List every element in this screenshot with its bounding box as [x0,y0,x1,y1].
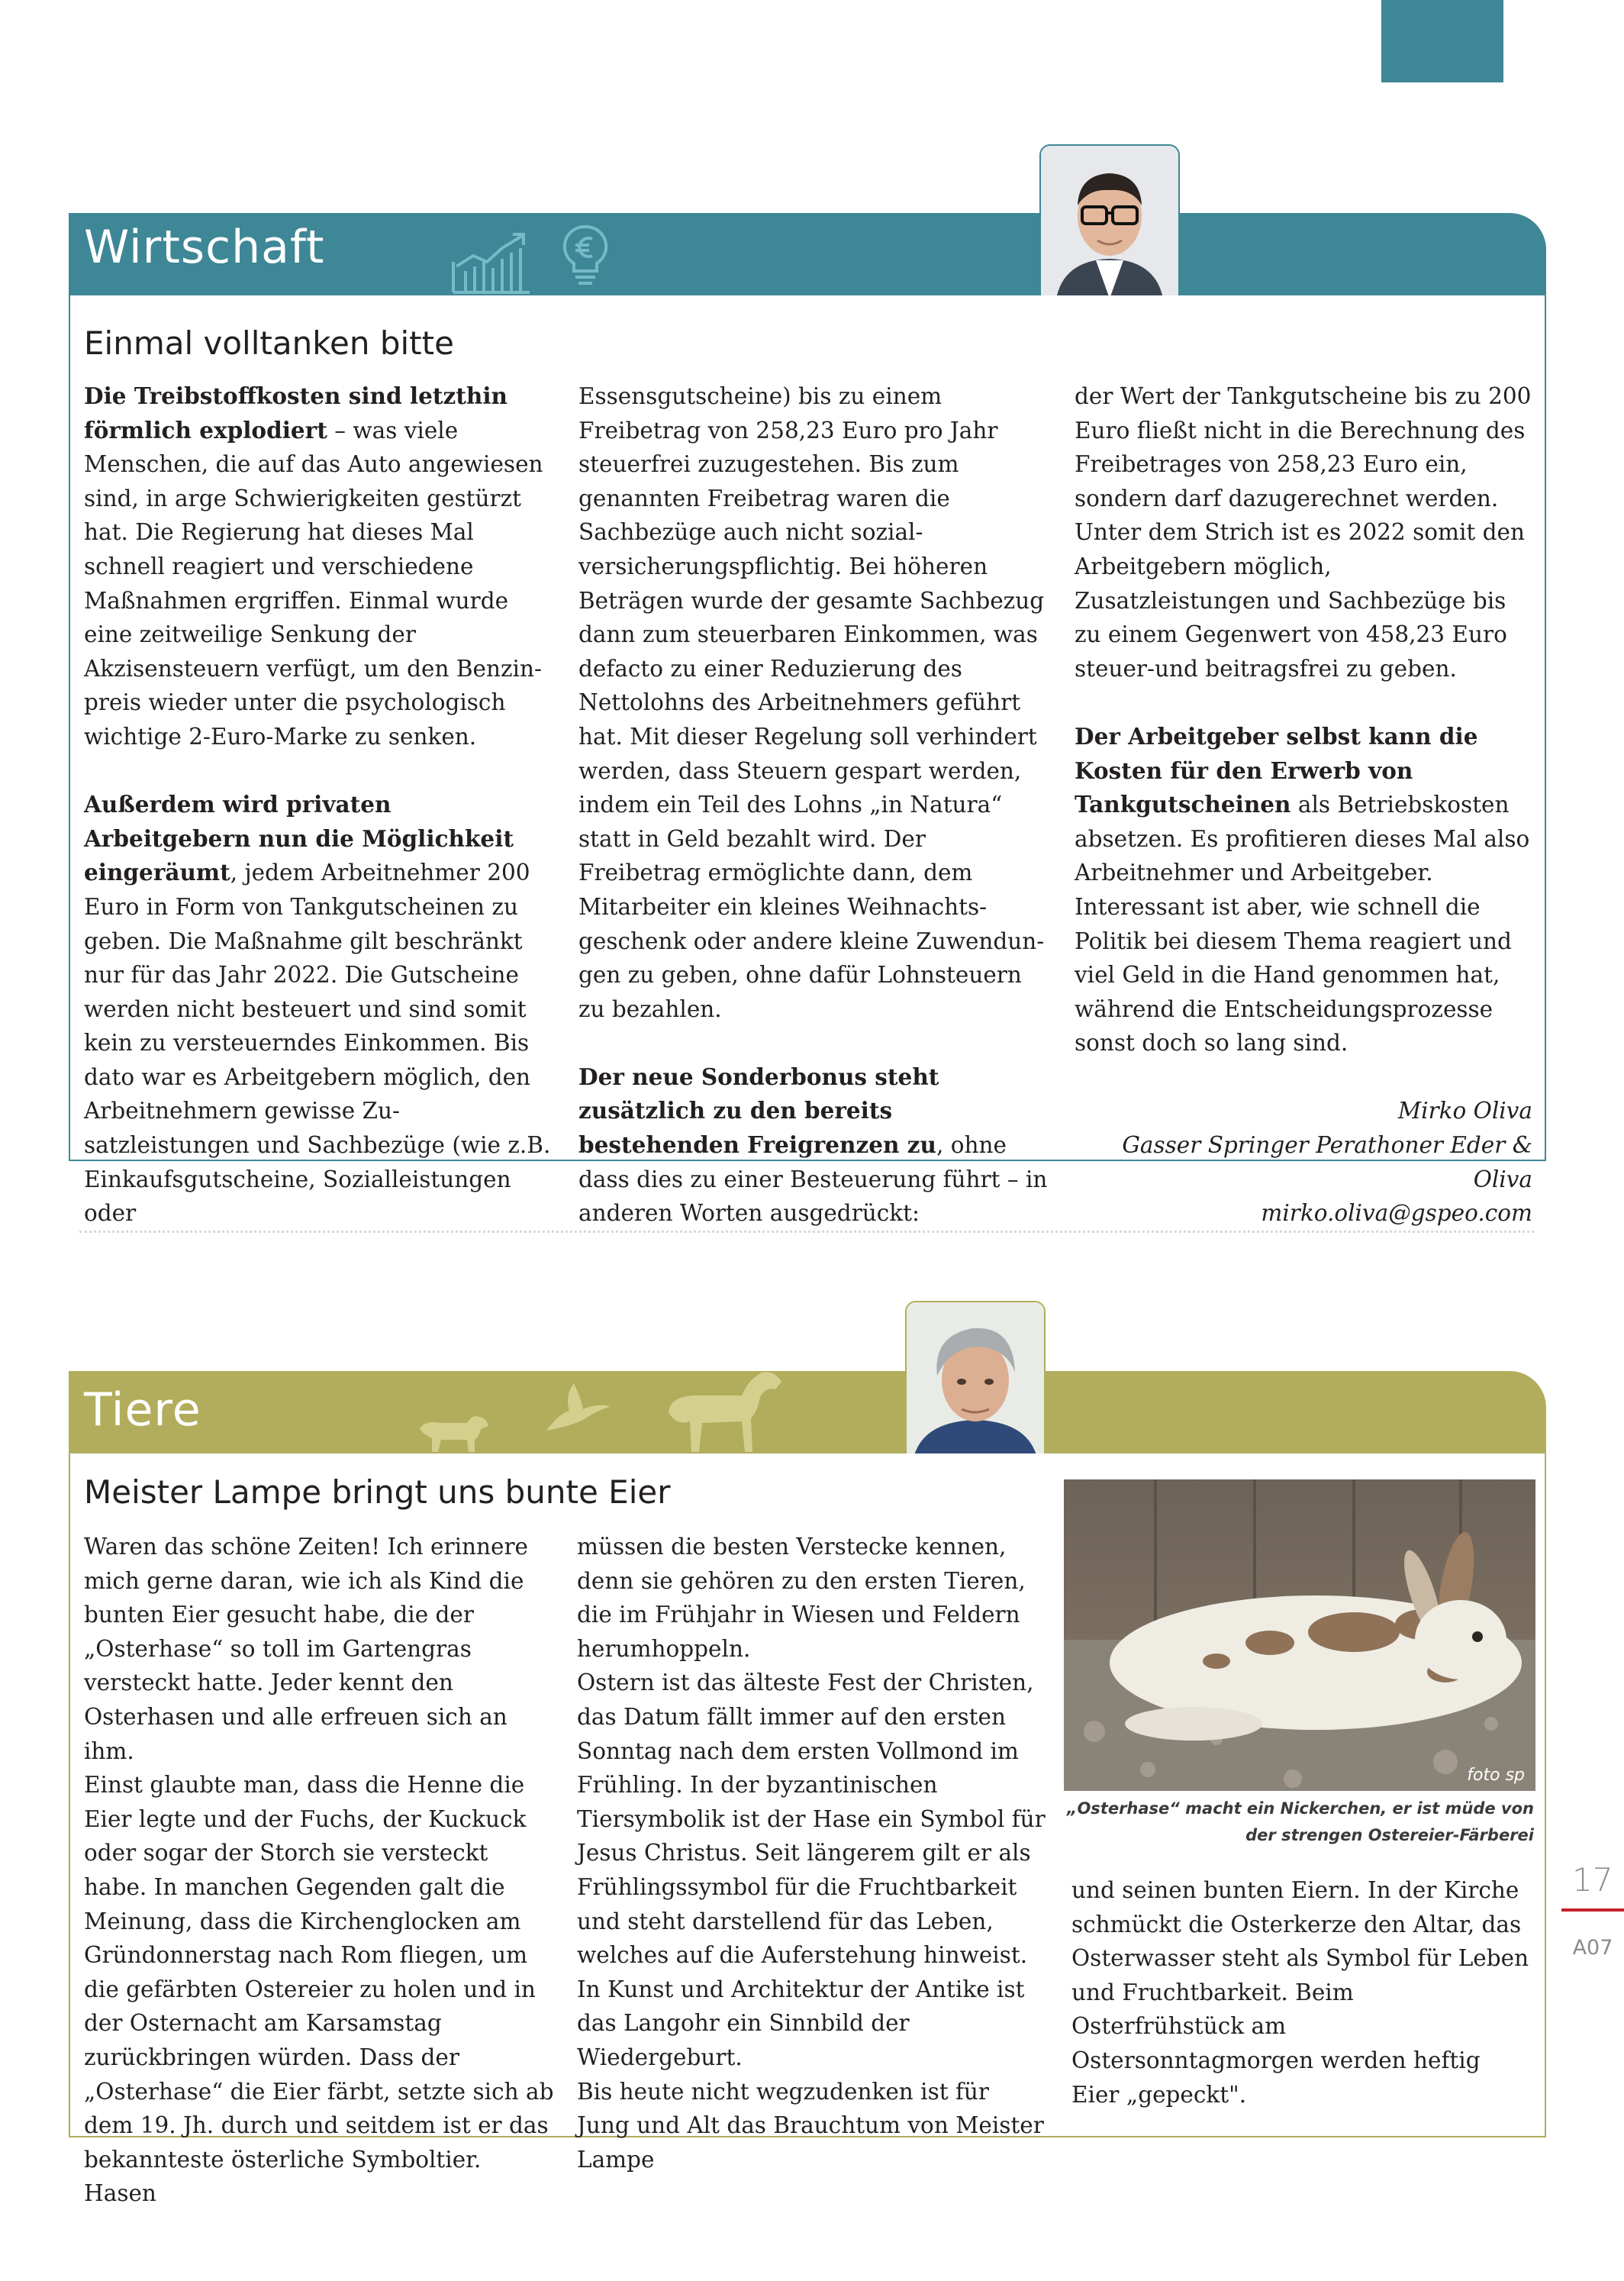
page-number-rule [1561,1908,1624,1912]
wirtschaft-frame [69,295,1546,1227]
wirtschaft-column-3 [1075,379,1532,1231]
author-portrait-tiere [905,1301,1046,1457]
lightbulb-euro-icon [562,224,609,286]
wirtschaft-column-2 [578,379,1050,1231]
wirtschaft-col2-paragraph-2 [578,1060,1050,1231]
paragraph-text: , ohne dass dies zu einer Besteuerung führt – in anderen Worten ausgedrückt: [578,1132,1048,1227]
section-divider [79,1231,1534,1233]
page-number: 17 [1572,1861,1613,1899]
wirtschaft-col3-paragraph-2 [1075,720,1532,1060]
lead-bold-text: Der Arbeitgeber selbst kann die Kosten für den Erwerb von Tankgutscheinen [1075,722,1478,818]
top-page-tab [1381,0,1503,82]
dog-icon [414,1406,493,1453]
wirtschaft-section-title: Wirtschaft [84,221,325,274]
tiere-column-1: Waren das schöne Zeiten! Ich erinnere mich gerne daran, wie ich als Kind die bunten Eier gesucht habe, die der „Osterhase“ so toll im Gartengras versteckt hatte. Jeder kennt den Osterhasen und alle erfreuen sich an ihm. Einst glaubte man, dass die Henne die Eier legte und der Fuchs, der Kuckuck oder sogar der Storch sie versteckt habe. In manchen Gegenden galt die Meinung, dass die Kirchenglocken am Gründonnerstag nach Rom fliegen, um die gefärbten Ostereier zu holen und in der Osternacht am Karsamstag zurückbringen würden. Dass der „Osterhase“ die Eier färbt, setzte sich ab dem 19. Jh. durch und seitdem ist er das bekannteste österliche Symboltier. Hasen [84,1534,554,2207]
rabbit-photo [1064,1479,1535,1791]
tiere-column-2: müssen die besten Verstecke kennen, denn sie gehören zu den ersten Tieren, die im Frühjahr in Wiesen und Feldern herumhoppeln. Ostern ist das älteste Fest der Christen, das Datum fällt immer auf den ersten Sonntag nach dem ersten Vollmond im Frühling. In der byzantinischen Tiersymbolik ist der Hase ein Symbol für Jesus Christus. Seit längerem gilt er als Frühlingssymbol für die Fruchtbarkeit und steht darstellend für das Leben, welches auf die Auferstehung hinweist. In Kunst und Architektur der Antike ist das Langohr ein Sinnbild der Wiedergeburt. Bis heute nicht wegzudenken ist für Jung und Alt das Brauchtum von Meister Lampe [577,1534,1046,2173]
paragraph-text: als Betriebskosten absetzen. Es profitieren dieses Mal also Arbeitnehmer und Arbeitgeber. Interessant ist aber, wie schnell die Politik bei diesem Thema reagiert und viel Geld in die Hand genommen hat, während die Entscheidungsprozesse sonst doch so lang sind. [1075,792,1530,1057]
wirtschaft-headline: Einmal volltanken bitte [84,324,454,362]
wirtschaft-col1-paragraph-1 [84,379,554,754]
paragraph-text: – was viele Menschen, die auf das Auto angewiesen sind, in arge Schwierigkeiten gestürzt hat. Die Regierung hat dieses Mal schnell reagiert und verschiedene Maßnahmen ergriffen. Einmal wurde eine zeitweilige Senkung der Akzisensteuern verfügt, um den Benzinpreis wieder unter die psychologisch wichtige 2-Euro-Marke zu senken. [84,417,543,750]
paragraph-text: , jedem Arbeitnehmer 200 Euro in Form von Tankgutscheinen zu geben. Die Maßnahme gilt beschränkt nur für das Jahr 2022. Die Gutscheine werden nicht besteuert und sind somit kein zu versteuerndes Einkommen. Bis dato war es Arbeitgebern möglich, den Arbeitnehmern gewisse Zusatzleistungen und Sachbezüge (wie z.B. Einkaufsgutscheine, Sozialleistungen oder [84,860,551,1227]
tiere-headline: Meister Lampe bringt uns bunte Eier [84,1473,671,1511]
horse-icon [662,1366,786,1453]
wirtschaft-header-band [69,213,1546,295]
lead-bold-text: Außerdem wird privaten Arbeitgebern nun die Möglichkeit eingeräumt [84,791,514,886]
tiere-column-3: und seinen bunten Eiern. In der Kirche schmückt die Osterkerze den Altar, das Osterwasser steht als Symbol für Leben und Fruchtbarkeit. Beim Osterfrühstück am Ostersonntagmorgen werden heftig Eier „gepeckt". [1071,1877,1529,2108]
wirtschaft-col3-paragraph-1: der Wert der Tankgutscheine bis zu 200 Euro fließt nicht in die Berechnung des Freibetrages von 258,23 Euro ein, sondern darf dazugerechnet werden. Unter dem Strich ist es 2022 somit den Arbeitgebern möglich, Zusatzleistungen und Sachbezüge bis zu einem Gegenwert von 458,23 Euro steuer-und beitragsfrei zu geben. [1075,383,1532,682]
page-code: A07 [1572,1936,1613,1960]
author-name: Mirko Oliva [1397,1098,1532,1124]
tiere-section-title: Tiere [84,1383,201,1437]
rabbit-image [1064,1479,1535,1791]
author-email[interactable]: mirko.oliva@gspeo.com [1261,1200,1532,1227]
chart-growth-icon [452,231,531,294]
tiere-header-band [69,1371,1546,1453]
lead-bold-text: Der neue Sonderbonus steht zusätzlich zu den bereits bestehenden Freigrenzen zu [578,1063,939,1159]
lead-bold-text: Die Treibstoffkosten sind letzthin förmlich explodiert [84,382,508,444]
author-firm: Gasser Springer Perathoner Eder & Oliva [1122,1132,1532,1192]
wirtschaft-col1-paragraph-2 [84,788,554,1231]
photo-credit: foto sp [1467,1766,1525,1785]
author-portrait-mirko-oliva [1039,144,1180,300]
wirtschaft-column-1 [84,379,554,1231]
photo-caption: „Osterhase“ macht ein Nickerchen, er ist müde von der strengen Ostereier-Färberei [1066,1799,1534,1844]
bird-icon [543,1380,612,1435]
wirtschaft-col2-paragraph-1: Essensgutscheine) bis zu einem Freibetrag von 258,23 Euro pro Jahr steuerfrei zuzugestehen. Bis zum genannten Freibetrag waren die Sachbezüge auch nicht sozialversicherungspflichtig. Bei höheren Beträgen wurde der gesamte Sachbezug dann zum steuerbaren Einkommen, was defacto zu einer Reduzierung des Nettolohns des Arbeitnehmers geführt hat. Mit dieser Regelung soll verhindert werden, dass Steuern gespart werden, indem ein Teil des Lohns „in Natura“ statt in Geld bezahlt wird. Der Freibetrag ermöglichte dann, dem Mitarbeiter ein kleines Weihnachtsgeschenk oder andere kleine Zuwendungen zu geben, ohne dafür Lohnsteuern zu bezahlen. [578,383,1045,1022]
